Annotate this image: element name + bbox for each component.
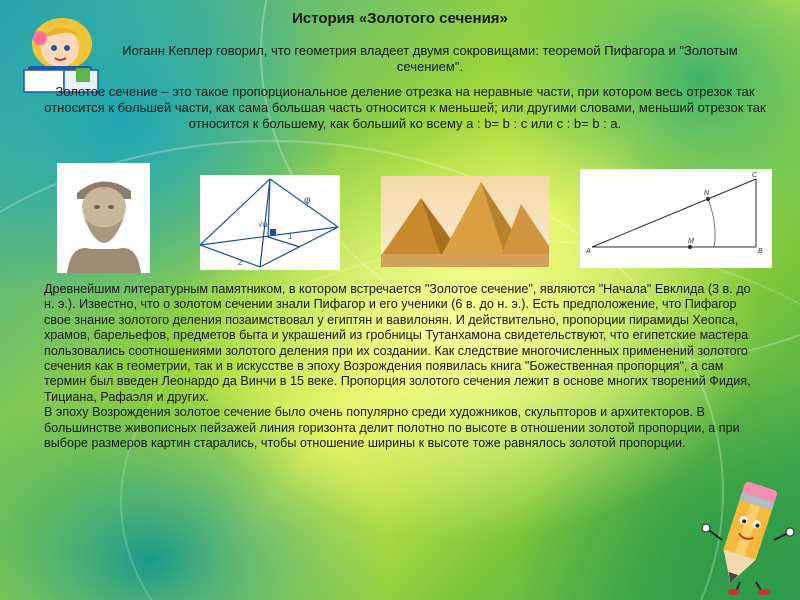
triangle-label-a: A (586, 248, 591, 255)
pyramid-label-one: 1 (288, 232, 293, 241)
giza-pyramids-photo (381, 176, 549, 267)
triangle-label-c: C (752, 172, 758, 179)
history-paragraph: В эпоху Возрождения золотое сечение было очень популярно среди художников, скульпторов и архитекторов. В большинстве живописных пейзажей линия горизонта делит полотно по высоте в отношении золотой пропорции, а при выборе размеров картин старались, чтобы отношение ширины к высоте тоже равнялось золотой пропорции. (44, 405, 740, 451)
pyramid-label-phi: φ (304, 195, 311, 206)
pyramid-diagram (200, 175, 340, 270)
history-body-text (44, 282, 754, 451)
golden-section-triangle-diagram (580, 169, 772, 268)
triangle-label-n: N (704, 190, 710, 197)
triangle-label-m: M (688, 238, 694, 245)
kepler-quote: Иоганн Кеплер говорил, что геометрия владеет двумя сокровищами: теоремой Пифагора и "Золотым сечением". (122, 43, 738, 74)
triangle-label-b: B (758, 248, 763, 255)
pyramid-label-sqrt-phi: √φ (258, 220, 268, 229)
golden-ratio-definition: Золотое сечение – это такое пропорциональное деление отрезка на неравные части, при котором весь отрезок так относится к большей части, как сама большая часть относится к меньшей; или другими словами, меньший отрезок так относится к большему, как больший ко всему a : b= b : c или с : b= b : a. (44, 84, 766, 131)
page-title: История «Золотого сечения» (292, 10, 508, 27)
pencil-character-icon (700, 470, 795, 595)
history-paragraph: Древнейшим литературным памятником, в котором встречается "Золотое сечение", являются "Начала" Евклида (3 в. до н. э.). Известно, что о золотом сечении знали Пифагор и его ученики (6 в. до н. э.). Есть предположение, что Пифагор свое знание золотого деления позаимствовал у египтян и вавилонян. И действительно, пропорции пирамиды Хеопса, храмов, барельефов, предметов быта и украшений из гробницы Тутанхамона свидетельствуют, что египетские мастера пользовались соотношениями золотого деления при их создании. Как следствие многочисленных применений золотого сечения как в геометрии, так и в искусстве в эпоху Возрождения появилась книга "Божественная пропорция", а сам термин был введен Леонардо да Винчи в 15 веке. Пропорция золотого сечения лежит в основе многих творений Фидия, Тициана, Рафаэля и других. (44, 282, 751, 404)
pyramid-label-two: 2 (238, 258, 243, 267)
pythagoras-bust-image (57, 163, 150, 273)
